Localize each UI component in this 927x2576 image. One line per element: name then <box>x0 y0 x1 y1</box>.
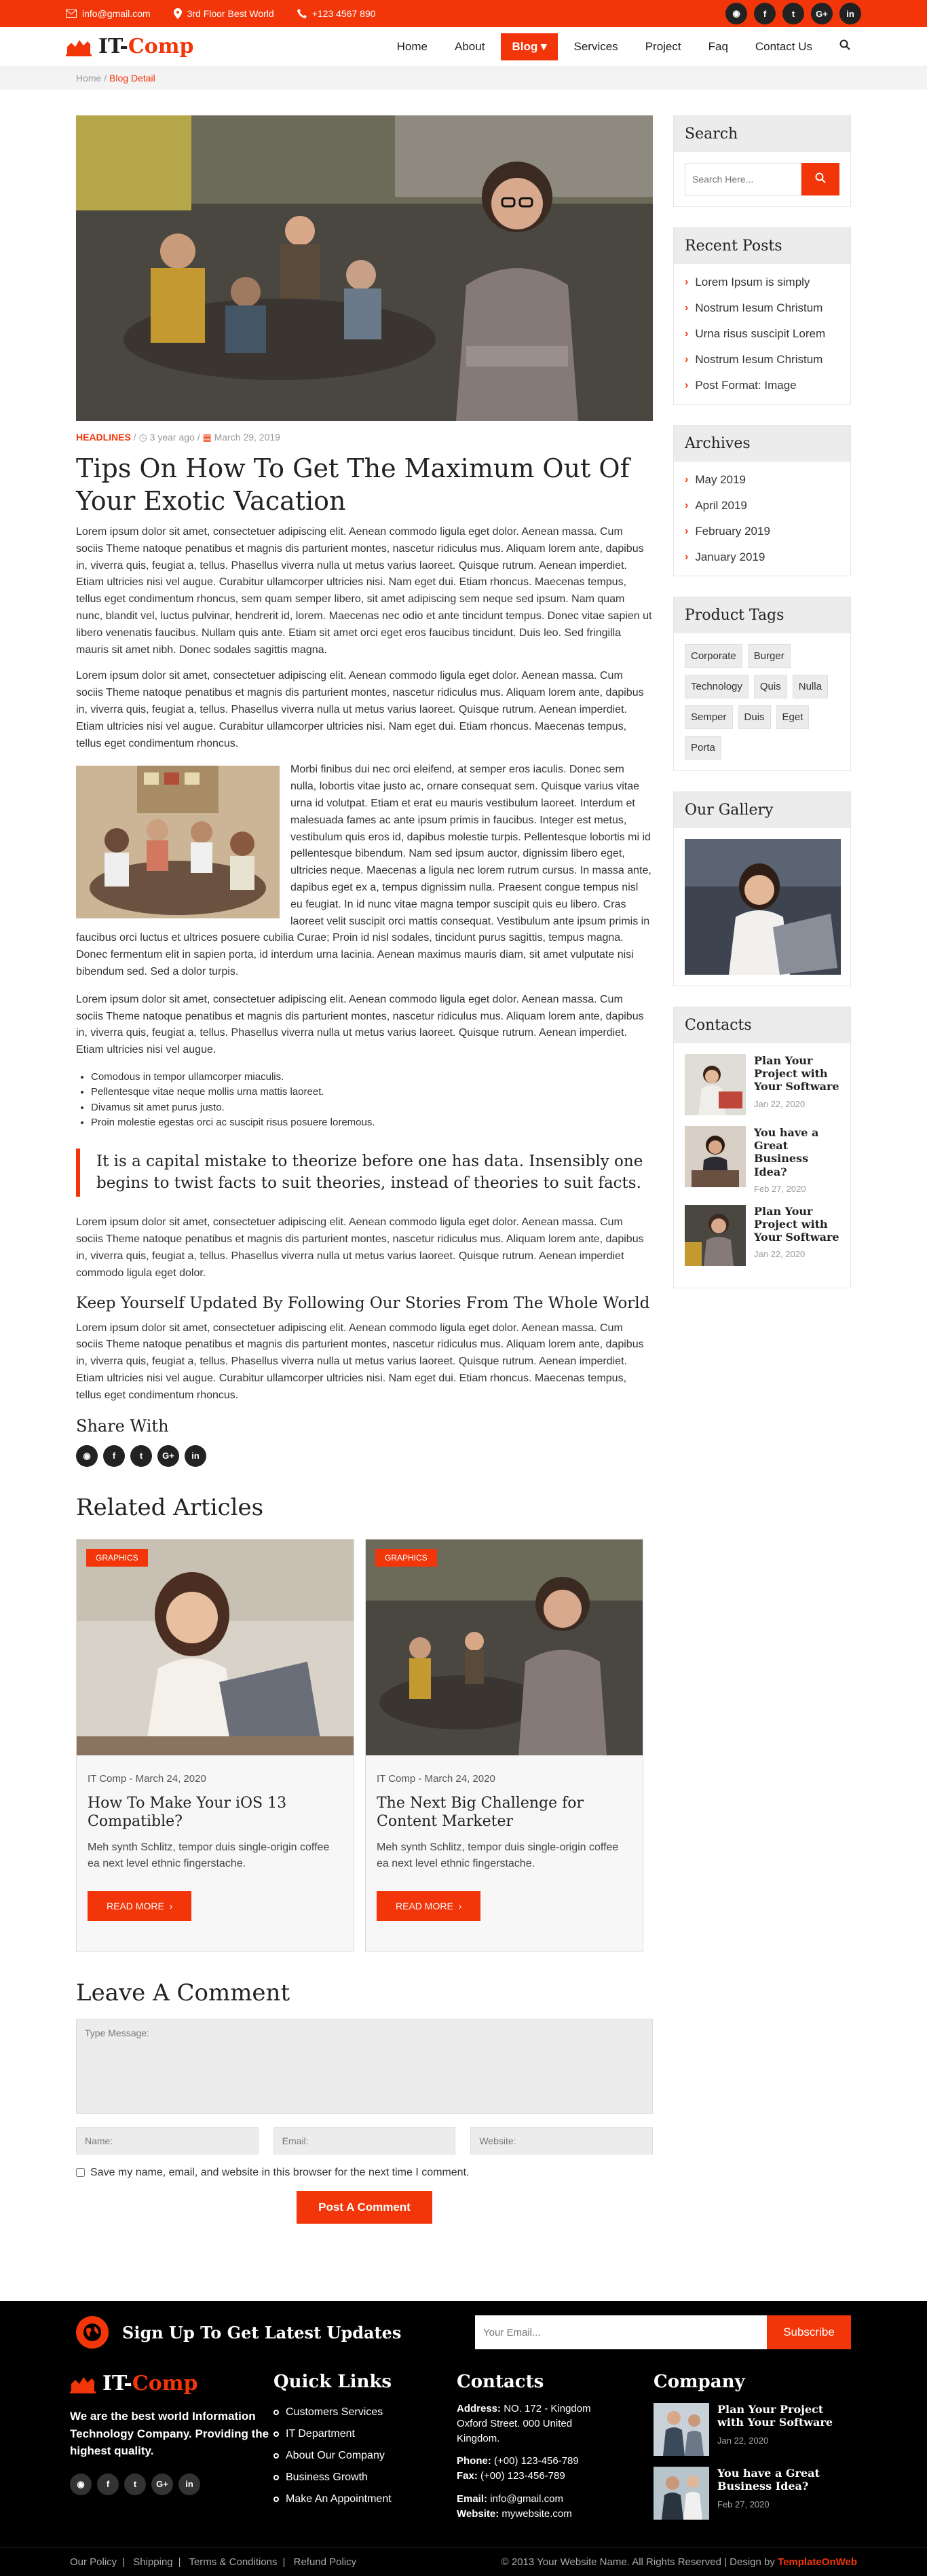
footer-heading: Quick Links <box>273 2372 392 2392</box>
newsletter-email-input[interactable] <box>475 2315 767 2349</box>
article-paragraph: Morbi finibus dui nec orci eleifend, at semper eros iaculis. Donec sem nulla, lobortis vitae justo ac, ornare consequat sem. Quisque varius vitae urna id volutpat. Etiam et erat eu mauris vestibulum laoreet. Interdum et malesuada fames ac ante ipsum primis in faucibus. Integer est metus, vestibulum quis eros id, dapibus molestie turpis. Pellentesque lobortis mi id pellentesque bibendum. Nam sed ipsum auctor, dignissim libero eget, ultricies neque. Maecenas a ligula nec lorem rutrum cursus. In massa ante, dapibus eget ex a, tempus dignissim nulla. Praesent congue tempus nisl eu feugiat. In id nunc vitae magna tempor suscipit quis eu libero. Cras laoreet velit suscipit orci mattis consequat. Vestibulum ante ipsum primis in faucibus orci luctus et ultrices posuere cubilia Curae; Proin id nisl sodales, tincidunt purus sagittis, tempus magna. Donec fermentum elit in sapien porta, id interdum urna lacinia. Aenean maximus mauris diam, sit amet vulputate nisi bibendum sed. Sed a dolor turpis. <box>76 764 651 977</box>
related-card <box>76 1539 354 1952</box>
chevron-right-icon: › <box>458 1900 462 1911</box>
footer-company <box>654 2364 844 2547</box>
top-email[interactable] <box>66 8 151 19</box>
top-contact-info <box>66 8 376 19</box>
quick-link[interactable] <box>273 2445 457 2467</box>
article-bullet-list <box>91 1070 653 1131</box>
comment-name-input[interactable] <box>76 2127 259 2154</box>
tag-item[interactable]: Quis <box>754 675 787 698</box>
footer-heading: Contacts <box>457 2372 544 2392</box>
top-phone[interactable] <box>297 8 376 19</box>
sidebar-search-input[interactable] <box>685 163 801 195</box>
article-quote: It is a capital mistake to theorize before one has data. Insensibly one begins to twist facts to suit theories, instead of theories to suit facts. <box>76 1149 653 1197</box>
widget-title: Recent Posts <box>674 228 850 264</box>
sidebar-search-button[interactable] <box>801 163 839 195</box>
archives-widget <box>673 425 851 576</box>
post-thumbnail <box>654 2467 709 2520</box>
circle-icon <box>273 2431 279 2437</box>
calendar-icon: ▦ <box>202 432 212 443</box>
archive-item[interactable] <box>685 493 839 519</box>
nav-about[interactable]: About <box>455 39 485 53</box>
site-footer <box>0 2364 927 2547</box>
top-address <box>174 8 274 19</box>
list-item: • Proin molestie egestas orci ac suscipit risus posuere loremous. <box>91 1115 653 1131</box>
post-thumbnail <box>685 1205 746 1266</box>
designer-link[interactable]: TemplateOnWeb <box>778 2556 857 2568</box>
widget-title: Contacts <box>674 1007 850 1043</box>
sidebar-post-title: Plan Your Project with Your Software <box>754 1204 839 1244</box>
site-logo[interactable] <box>66 35 193 58</box>
logo-text-it: IT- <box>98 35 128 58</box>
thumbnail-photo <box>685 1205 746 1266</box>
rss-icon[interactable]: ◉ <box>70 2474 92 2495</box>
nav-contact[interactable]: Contact Us <box>755 39 812 53</box>
chevron-right-icon: › <box>685 354 689 365</box>
article-media-block <box>76 762 653 980</box>
quick-link-label: IT Department <box>286 2428 355 2440</box>
tag-item[interactable]: Burger <box>748 644 791 668</box>
separator: | <box>178 2556 181 2568</box>
email-value[interactable]: info@gmail.com <box>490 2493 563 2505</box>
category-badge[interactable]: GRAPHICS <box>86 1549 148 1567</box>
chevron-right-icon: › <box>685 551 689 563</box>
shipping-link[interactable]: Shipping <box>133 2556 173 2568</box>
chevron-right-icon: › <box>685 500 689 511</box>
circle-icon <box>273 2453 279 2459</box>
google-plus-icon[interactable]: G+ <box>811 3 833 24</box>
google-plus-icon[interactable]: G+ <box>157 1445 179 1467</box>
archive-label: April 2019 <box>695 499 747 512</box>
subscribe-button[interactable]: Subscribe <box>767 2315 851 2349</box>
recent-post-item[interactable] <box>685 321 839 347</box>
article-time: 3 year ago <box>149 432 195 443</box>
share-title: Share With <box>76 1416 169 1436</box>
save-info-label: Save my name, email, and website in this browser for the next time I comment. <box>90 2166 470 2178</box>
footer-post[interactable] <box>654 2403 844 2456</box>
website-value[interactable]: mywebsite.com <box>502 2507 572 2520</box>
facebook-icon[interactable]: f <box>97 2474 119 2495</box>
rss-icon[interactable]: ◉ <box>76 1445 98 1467</box>
category-badge[interactable]: GRAPHICS <box>375 1549 437 1567</box>
footer-post-title: You have a Great Business Idea? <box>717 2467 820 2493</box>
article-paragraph: Lorem ipsum dolor sit amet, consectetuer adipiscing elit. Aenean commodo ligula eget dolor. Aenean massa. Cum sociis Theme natoque penatibus et magnis dis parturient montes, nascetur ridiculus mus. Aliquam lorem ante, dapibus in, viverra quis, feugiat a, tellus. Phasellus viverra nulla ut metus varius laoreet. Quisque rutrum. Aenean imperdiet. Etiam ultricies nisi vel augue. <box>76 993 644 1056</box>
thumbnail-photo <box>654 2403 709 2456</box>
save-info-row <box>76 2167 653 2179</box>
quick-link[interactable] <box>273 2402 457 2423</box>
recent-post-label: Post Format: Image <box>695 379 797 392</box>
separator: | <box>282 2556 286 2568</box>
gallery-photo <box>685 839 841 975</box>
article-category[interactable]: HEADLINES <box>76 432 131 443</box>
site-header <box>0 27 927 67</box>
logo-icon <box>66 37 92 56</box>
comment-message-input[interactable] <box>76 2019 653 2114</box>
refund-link[interactable]: Refund Policy <box>293 2556 357 2568</box>
chevron-right-icon: › <box>169 1900 173 1911</box>
archives-list <box>685 467 839 570</box>
phone-label: Phone: <box>457 2455 491 2467</box>
footer-contacts <box>457 2364 654 2547</box>
post-thumbnail <box>685 1126 746 1187</box>
related-articles-title: Related Articles <box>76 1493 264 1521</box>
archive-label: January 2019 <box>695 550 765 563</box>
breadcrumb-separator: / <box>101 73 110 83</box>
logo-text-it: IT- <box>102 2372 132 2395</box>
recent-posts-list <box>685 269 839 398</box>
tag-item[interactable]: Porta <box>685 736 721 760</box>
chevron-right-icon: › <box>685 328 689 339</box>
fax-label: Fax: <box>457 2470 478 2482</box>
sidebar-post-date: Feb 27, 2020 <box>754 1183 806 1194</box>
sidebar-post-title: Plan Your Project with Your Software <box>754 1054 839 1094</box>
thumbnail-photo <box>654 2467 709 2520</box>
policy-link[interactable]: Our Policy <box>70 2556 117 2568</box>
footer-bottom-links <box>70 2556 356 2568</box>
widget-title: Product Tags <box>674 597 850 633</box>
caret-down-icon: ▾ <box>540 39 547 53</box>
tag-item[interactable]: Duis <box>738 705 771 729</box>
quick-link-label: Make An Appointment <box>286 2493 392 2505</box>
nav-services[interactable]: Services <box>573 39 618 53</box>
address-label: Address: <box>457 2403 502 2414</box>
copyright-text: © 2013 Your Website Name. All Rights Reserved | Design by <box>501 2556 775 2568</box>
contacts-widget <box>673 1007 851 1288</box>
quick-link[interactable] <box>273 2467 457 2488</box>
product-tags-widget <box>673 597 851 771</box>
footer-social-links <box>70 2474 273 2495</box>
sidebar-post[interactable] <box>685 1205 839 1266</box>
recent-post-label: Nostrum Iesum Christum <box>695 353 823 366</box>
read-more-button[interactable] <box>377 1891 480 1921</box>
sidebar-post[interactable] <box>685 1054 839 1115</box>
newsletter-form <box>475 2315 851 2349</box>
globe-graphic <box>82 2322 102 2342</box>
phone-value[interactable]: (+00) 123-456-789 <box>494 2455 579 2467</box>
list-item: • Pellentesque vitae neque mollis urna mattis laoreet. <box>91 1085 653 1100</box>
related-articles <box>76 1539 653 1952</box>
article-hero-image <box>76 115 653 421</box>
article-paragraph: Lorem ipsum dolor sit amet, consectetuer adipiscing elit. Aenean commodo ligula eget dolor. Aenean massa. Cum sociis Theme natoque penatibus et magnis dis parturient montes, nascetur ridiculus mus. Aliquam lorem ante, dapibus in, viverra quis, feugiat a, tellus. Phasellus viverra nulla ut metus varius laoreet. Quisque rutrum. Aenean imperdiet commodo ligula eget dolor. <box>76 1216 644 1279</box>
terms-link[interactable]: Terms & Conditions <box>189 2556 278 2568</box>
newsletter-bar <box>0 2301 927 2364</box>
nav-blog[interactable] <box>501 33 557 60</box>
comment-website-input[interactable] <box>470 2127 653 2154</box>
article-title: Tips On How To Get The Maximum Out Of Your Exotic Vacation <box>76 453 630 516</box>
recent-posts-widget <box>673 227 851 405</box>
sidebar-post-date: Jan 22, 2020 <box>754 1098 806 1109</box>
thumbnail-photo <box>685 1054 746 1115</box>
footer-post-title: Plan Your Project with Your Software <box>717 2403 833 2429</box>
article-main <box>76 115 653 2224</box>
circle-icon <box>273 2410 279 2415</box>
footer-post[interactable] <box>654 2467 844 2520</box>
article-date: March 29, 2019 <box>214 432 280 443</box>
twitter-icon[interactable]: t <box>130 1445 152 1467</box>
chevron-right-icon: › <box>685 379 689 391</box>
footer-about <box>70 2364 273 2547</box>
newsletter-title: Sign Up To Get Latest Updates <box>122 2322 402 2342</box>
search-icon <box>839 39 850 50</box>
search-toggle[interactable] <box>829 33 861 60</box>
footer-post-date: Jan 22, 2020 <box>717 2435 769 2446</box>
archive-item[interactable] <box>685 519 839 544</box>
linkedin-icon[interactable]: in <box>839 3 861 24</box>
post-thumbnail <box>685 1054 746 1115</box>
main-nav <box>386 33 861 60</box>
top-phone-text: +123 4567 890 <box>311 8 376 19</box>
read-more-button[interactable] <box>88 1891 191 1921</box>
nav-home[interactable]: Home <box>396 39 428 53</box>
article-paragraph: Lorem ipsum dolor sit amet, consectetuer adipiscing elit. Aenean commodo ligula eget dolor. Aenean massa. Cum sociis Theme natoque penatibus et magnis dis parturient montes, nascetur ridiculus mus. Aliquam lorem ante, dapibus in, viverra quis, feugiat a, tellus. Phasellus viverra nulla ut metus varius laoreet. Quisque rutrum. Aenean imperdiet. Etiam ultricies nisi vel augue. Curabitur ullamcorper ultricies nisi. Nam eget dui. Etiam rhoncus. Maecenas tempus, tellus eget condimentum rhoncus. <box>76 670 644 749</box>
widget-title: Search <box>674 116 850 152</box>
circle-icon <box>273 2497 279 2502</box>
meeting-illustration <box>76 766 280 918</box>
rss-icon[interactable]: ◉ <box>725 3 747 24</box>
logo-icon <box>70 2374 96 2393</box>
recent-post-item[interactable] <box>685 373 839 398</box>
post-comment-button[interactable]: Post A Comment <box>297 2191 432 2224</box>
office-team-photo <box>366 1539 643 1755</box>
footer-quick-links <box>273 2364 457 2547</box>
footer-contact-details <box>457 2402 654 2521</box>
facebook-icon[interactable]: f <box>754 3 776 24</box>
quick-link-label: Customers Services <box>286 2406 383 2418</box>
chevron-right-icon: › <box>685 474 689 485</box>
chevron-right-icon: › <box>685 525 689 537</box>
comment-email-input[interactable] <box>273 2127 456 2154</box>
logo-text-comp: Comp <box>128 35 194 58</box>
quick-link-label: About Our Company <box>286 2450 385 2461</box>
list-item: • Comodous in tempor ullamcorper miaculis. <box>91 1070 653 1085</box>
related-card-image[interactable] <box>77 1539 354 1755</box>
related-card-body <box>77 1755 354 1921</box>
archive-label: May 2019 <box>695 473 746 486</box>
archive-item[interactable] <box>685 544 839 570</box>
article-subheading: Keep Yourself Updated By Following Our Stories From The Whole World <box>76 1294 650 1312</box>
search-widget <box>673 115 851 207</box>
article-paragraph: Lorem ipsum dolor sit amet, consectetuer adipiscing elit. Aenean commodo ligula eget dolor. Aenean massa. Cum sociis Theme natoque penatibus et magnis dis parturient montes, nascetur ridiculus mus. Aliquam lorem ante, dapibus in, viverra quis, feugiat a, tellus. Phasellus viverra nulla ut metus varius laoreet. Quisque rutrum. Aenean imperdiet. Etiam ultricies nisi vel augue. Curabitur ullamcorper ultricies nisi. Nam eget dui. Etiam rhoncus. Maecenas tempus, tellus eget condimentum rhoncus. <box>76 1322 644 1401</box>
separator: | <box>122 2556 126 2568</box>
breadcrumb-current: Blog Detail <box>109 73 155 83</box>
recent-post-label: Nostrum Iesum Christum <box>695 301 823 314</box>
gallery-image[interactable] <box>685 839 841 975</box>
tag-item[interactable]: Technology <box>685 675 749 698</box>
quick-link[interactable] <box>273 2423 457 2445</box>
footer-logo[interactable] <box>70 2372 273 2395</box>
sidebar <box>673 115 851 1309</box>
widget-title: Our Gallery <box>674 792 850 828</box>
related-card-body <box>366 1755 643 1921</box>
comment-title: Leave A Comment <box>76 1979 290 2006</box>
sidebar-post[interactable] <box>685 1126 839 1194</box>
related-card-title[interactable]: The Next Big Challenge for Content Marketer <box>377 1794 584 1831</box>
copyright <box>502 2556 857 2568</box>
top-address-text: 3rd Floor Best World <box>187 8 274 19</box>
related-card-desc: Meh synth Schlitz, tempor duis single-origin coffee ea next level ethnic fingerstache. <box>88 1841 330 1869</box>
breadcrumb-home[interactable]: Home <box>76 73 102 83</box>
quick-links-list <box>273 2402 457 2510</box>
google-plus-icon[interactable]: G+ <box>151 2474 173 2495</box>
thumbnail-photo <box>685 1126 746 1187</box>
related-card <box>365 1539 643 1952</box>
comment-fields <box>76 2127 653 2154</box>
sidebar-post-title: You have a Great Business Idea? <box>754 1126 819 1178</box>
map-marker-icon <box>174 8 182 19</box>
recent-post-item[interactable] <box>685 269 839 295</box>
top-bar <box>0 0 927 27</box>
tag-item[interactable]: Nulla <box>793 675 828 698</box>
recent-post-label: Lorem Ipsum is simply <box>695 276 810 288</box>
tag-item[interactable]: Eget <box>776 705 810 729</box>
post-thumbnail <box>654 2403 709 2456</box>
list-item: • Divamus sit amet purus justo. <box>91 1100 653 1116</box>
footer-heading: Company <box>654 2372 745 2392</box>
archive-item[interactable] <box>685 467 839 493</box>
archive-label: February 2019 <box>695 525 770 538</box>
top-social-links <box>725 3 861 24</box>
logo-text-comp: Comp <box>132 2372 198 2395</box>
related-card-title[interactable]: How To Make Your iOS 13 Compatible? <box>88 1794 287 1831</box>
chevron-right-icon: › <box>685 276 689 288</box>
related-card-meta: IT Comp - March 24, 2020 <box>88 1772 206 1785</box>
quick-link-label: Business Growth <box>286 2471 368 2483</box>
tag-item[interactable]: Semper <box>685 705 733 729</box>
recent-post-item[interactable] <box>685 295 839 321</box>
linkedin-icon[interactable]: in <box>185 1445 206 1467</box>
tag-cloud <box>685 644 839 760</box>
facebook-icon[interactable]: f <box>103 1445 125 1467</box>
related-card-meta: IT Comp - March 24, 2020 <box>377 1772 495 1785</box>
email-label: Email: <box>457 2493 488 2505</box>
address-value: NO. 172 - Kingdom Oxford Street. 000 United Kingdom. <box>457 2403 591 2444</box>
linkedin-icon[interactable]: in <box>178 2474 200 2495</box>
widget-title: Archives <box>674 426 850 462</box>
envelope-icon <box>66 10 77 18</box>
article-paragraph: Lorem ipsum dolor sit amet, consectetuer adipiscing elit. Aenean commodo ligula eget dolor. Aenean massa. Cum sociis Theme natoque penatibus et magnis dis parturient montes, nascetur ridiculus mus. Aliquam lorem ante, dapibus in, viverra quis, feugiat a, tellus. Phasellus viverra nulla ut metus varius laoreet. Quisque rutrum. Aenean imperdiet. Etiam ultricies nisi vel augue. Curabitur ullamcorper ultricies nisi. Nam eget dui. Etiam rhoncus. Maecenas tempus, tellus eget condimentum rhoncus, sem quam semper libero, sit amet adipiscing sem neque sed ipsum. Nam quam nunc, blandit vel, luctus pulvinar, hendrerit id, lorem. Maecenas nec odio et ante tincidunt tempus. Donec vitae sapien ut libero venenatis faucibus. Nullam quis ante. Etiam sit amet orci eget eros faucibus tincidunt. Duis leo. Sed fringilla mauris sit amet nibh. Donec sodales sagittis magna. <box>76 526 652 656</box>
related-card-image[interactable] <box>366 1539 643 1755</box>
footer-bottom-bar <box>0 2547 927 2576</box>
read-more-label: READ MORE <box>396 1900 453 1911</box>
top-email-text: info@gmail.com <box>82 8 151 19</box>
circle-icon <box>273 2475 279 2480</box>
twitter-icon[interactable]: t <box>124 2474 146 2495</box>
office-team-photo <box>76 115 653 421</box>
meta-separator: / <box>197 432 203 443</box>
twitter-icon[interactable]: t <box>782 3 804 24</box>
nav-blog-label: Blog <box>512 39 538 53</box>
globe-icon <box>76 2316 109 2349</box>
breadcrumb <box>0 67 927 90</box>
woman-laptop-photo <box>77 1539 354 1755</box>
clock-icon: ◷ <box>138 432 147 443</box>
article-meta <box>76 432 653 443</box>
sidebar-search <box>685 163 839 195</box>
nav-project[interactable]: Project <box>645 39 681 53</box>
recent-post-item[interactable] <box>685 347 839 373</box>
save-info-checkbox[interactable] <box>76 2168 85 2177</box>
meta-separator: / <box>133 432 139 443</box>
footer-about-text: We are the best world Information Technology Company. Providing the highest quality. <box>70 2410 269 2457</box>
website-label: Website: <box>457 2507 499 2520</box>
phone-icon <box>297 9 307 18</box>
gallery-widget <box>673 791 851 986</box>
share-buttons <box>76 1445 653 1467</box>
chevron-right-icon: › <box>685 302 689 314</box>
search-icon <box>815 172 826 183</box>
read-more-label: READ MORE <box>107 1900 164 1911</box>
recent-post-label: Urna risus suscipit Lorem <box>695 327 826 340</box>
tag-item[interactable]: Corporate <box>685 644 742 668</box>
sidebar-post-date: Jan 22, 2020 <box>754 1249 806 1260</box>
fax-value: (+00) 123-456-789 <box>480 2470 565 2482</box>
quick-link[interactable] <box>273 2488 457 2510</box>
footer-post-date: Feb 27, 2020 <box>717 2499 770 2510</box>
nav-faq[interactable]: Faq <box>708 39 728 53</box>
meeting-photo <box>76 766 280 918</box>
related-card-desc: Meh synth Schlitz, tempor duis single-origin coffee ea next level ethnic fingerstache. <box>377 1841 619 1869</box>
